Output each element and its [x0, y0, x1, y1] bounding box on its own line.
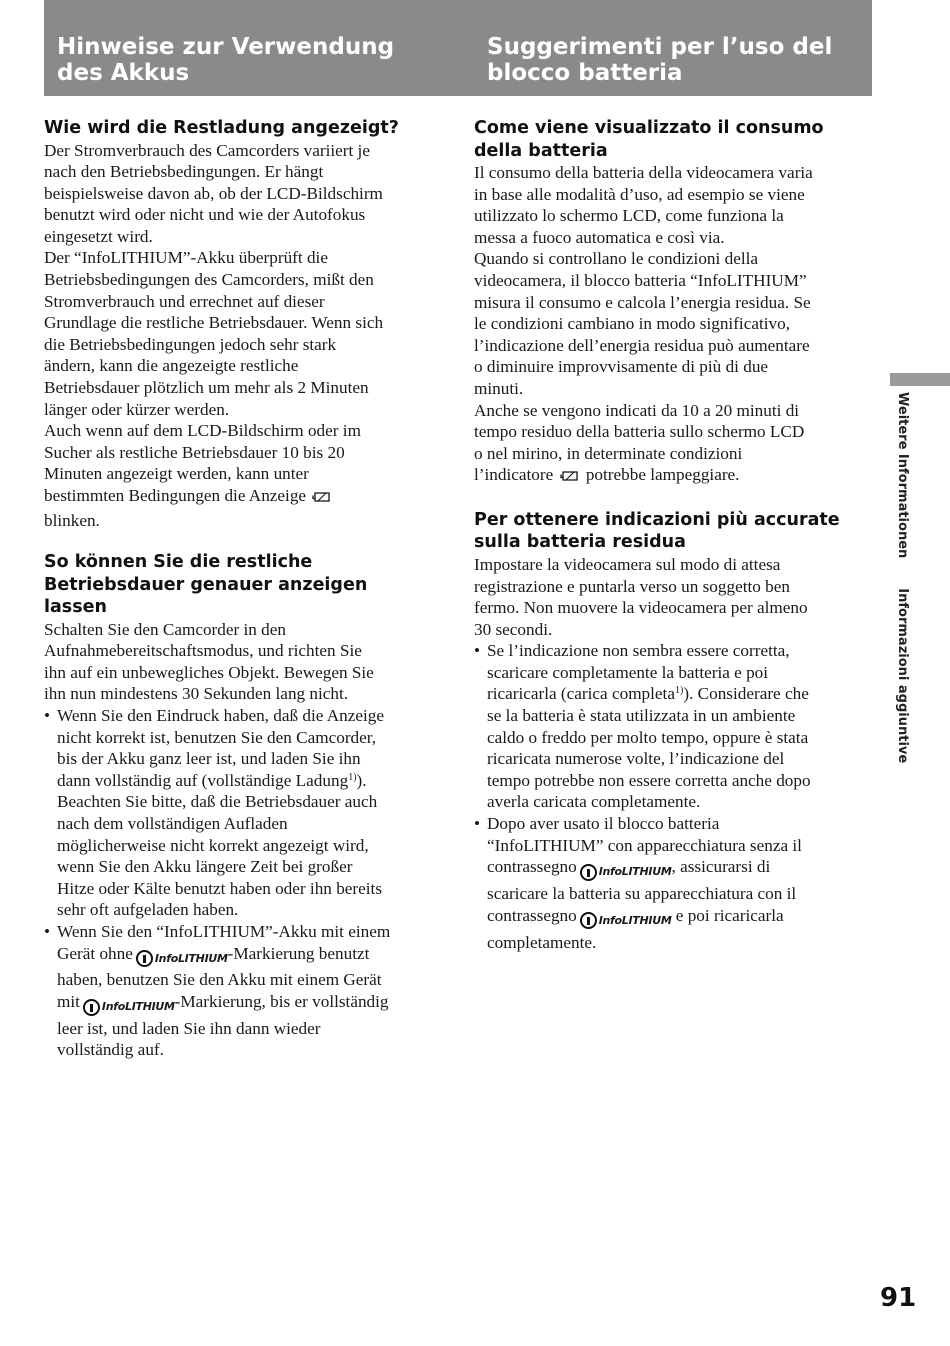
italian-paragraph-4: Impostare la videocamera sul modo di attesa registrazione e puntarla verso un soggetto ben fermo. Non muovere la videocamera per almeno 30 secondi. — [474, 554, 808, 639]
german-paragraph-1: Der Stromverbrauch des Camcorders variiert je nach den Betriebsbedingungen. Er hängt beispielsweise davon ab, ob der LCD-Bildschirm benutzt wird oder nicht und wie der Autofokus eingesetzt wird. — [44, 140, 383, 246]
italian-paragraph-2: Quando si controllano le condizioni della videocamera, il blocco batteria “InfoLITHIUM” misura il consumo e calcola l’energia residua. Se le condizioni cambiano in modo significativo, l’indicazione dell’energia residua può aumentare o diminuire improvvisamente di più di due minuti. — [474, 249, 811, 398]
italian-bullet-2-text-middle: , assicurarsi di scaricare la batteria su apparecchiatura con il contrassegno — [487, 857, 797, 925]
italian-bullet-1-text: Se l’indicazione non sembra essere corretta, scaricare completamente la batteria e poi ricaricarla (carica completa — [487, 641, 790, 704]
infolithium-logo-icon — [580, 909, 672, 932]
german-bullet-list — [44, 705, 444, 1061]
italian-paragraph-3-text: Anche se vengono indicati da 10 a 20 minuti di tempo residuo della batteria sullo schermo LCD o nel mirino, in determinate condizioni l’indicatore — [474, 400, 805, 485]
header-banner — [44, 0, 872, 96]
german-paragraph-3-text: Auch wenn auf dem LCD-Bildschirm oder im Sucher als restliche Betriebsdauer 10 bis 20 Minuten angezeigt werden, kann unter bestimmten Bedingungen die Anzeige — [44, 421, 361, 505]
italian-heading-consumption: Come viene visualizzato il consumo della batteria — [474, 118, 824, 161]
italian-section-title: Suggerimenti per l’uso del blocco batteria — [487, 34, 833, 86]
side-section-label — [891, 392, 913, 782]
german-heading-accuracy: So können Sie die restliche Betriebsdauer genauer anzeigen lassen — [44, 552, 368, 618]
italian-heading-accuracy: Per ottenere indicazioni più accurate sulla batteria residua — [474, 509, 840, 553]
logo-label: InfoLITHIUM — [598, 865, 672, 879]
info-circle-icon — [580, 864, 597, 881]
infolithium-logo-icon — [580, 860, 672, 883]
info-circle-icon — [580, 912, 597, 929]
logo-label: InfoLITHIUM — [101, 1000, 175, 1014]
german-section-title: Hinweise zur Verwendung des Akkus — [57, 34, 395, 86]
battery-empty-icon — [312, 488, 332, 510]
italian-paragraph-3-end: potrebbe lampeggiare. — [581, 465, 740, 485]
italian-bullet-2 — [474, 813, 874, 953]
logo-label: InfoLITHIUM — [598, 913, 672, 927]
italian-bullet-1 — [474, 640, 874, 813]
battery-empty-icon — [560, 467, 580, 489]
italian-paragraph-1: Il consumo della batteria della videocamera varia in base alle modalità d’uso, ad esempio se viene utilizzato lo schermo LCD, come funziona la messa a fuoco automatica e così via. — [474, 163, 813, 247]
footnote-marker: 1) — [348, 771, 357, 783]
info-circle-icon — [136, 950, 153, 967]
page-number: 91 — [880, 1283, 917, 1313]
german-column — [44, 117, 444, 1061]
italian-column — [474, 117, 874, 953]
german-heading-remaining-charge: Wie wird die Restladung angezeigt? — [44, 118, 399, 138]
german-bullet-2 — [44, 921, 444, 1061]
side-label-italian: Informazioni aggiuntive — [895, 588, 910, 764]
footnote-marker: 1) — [674, 685, 684, 697]
german-bullet-1-text: Wenn Sie den Eindruck haben, daß die Anzeige nicht korrekt ist, benutzen Sie den Camcorder, bis der Akku ganz leer ist, und laden Sie ihn dann vollständig auf (vollständige Ladung — [57, 706, 384, 790]
italian-bullet-1-text-end: ). Considerare che se la batteria è stata utilizzata in un ambiente caldo o freddo per molto tempo, oppure è stata ricaricata numerose volte, l’indicazione del tempo potrebbe non essere corretta anche dopo averla caricata completamente. — [487, 684, 811, 812]
german-paragraph-2: Der “InfoLITHIUM”-Akku überprüft die Betriebsbedingungen des Camcorders, mißt den Stromverbrauch und errechnet auf dieser Grundlage die restliche Betriebsdauer. Wenn sich die Betriebsbedingungen jedoch sehr stark ändern, kann die angezeigte restliche Betriebsdauer plötzlich um mehr als 2 Minuten länger oder kürzer werden. — [44, 248, 384, 419]
side-label-german: Weitere Informationen — [895, 392, 910, 559]
german-bullet-2-text-end: -Markierung, bis er vollständig leer ist, und laden Sie ihn dann wieder vollständig auf. — [57, 992, 389, 1060]
infolithium-logo-icon — [83, 995, 175, 1018]
italian-paragraph-3 — [474, 400, 874, 489]
german-bullet-1 — [44, 705, 444, 921]
italian-bullet-list — [474, 640, 874, 953]
logo-label: InfoLITHIUM — [154, 951, 228, 965]
infolithium-logo-icon — [136, 947, 228, 970]
german-bullet-1-text-end: ). Beachten Sie bitte, daß die Betriebsdauer auch nach dem vollständigen Aufladen möglicherweise nicht korrekt angezeigt wird, wenn Sie den Akku längere Zeit bei großer Hitze oder Kälte benutzt haben oder ihn bereits sehr oft aufgeladen haben. — [57, 770, 383, 920]
german-bullet-2-text-middle: -Markierung benutzt haben, benutzen Sie den Akku mit einem Gerät mit — [57, 943, 382, 1012]
german-bullet-2-text: Wenn Sie den “InfoLITHIUM”-Akku mit einem Gerät ohne — [57, 922, 391, 963]
italian-bullet-2-text: Dopo aver usato il blocco batteria “InfoLITHIUM” con apparecchiatura senza il contrassegno — [487, 814, 802, 877]
info-circle-icon — [83, 999, 100, 1016]
german-paragraph-3 — [44, 420, 444, 531]
side-thumb-tab — [890, 373, 950, 386]
italian-bullet-2-text-end: e poi ricaricarla completamente. — [487, 905, 784, 952]
german-paragraph-3-end: blinken. — [44, 510, 100, 530]
german-paragraph-4: Schalten Sie den Camcorder in den Aufnahmebereitschaftsmodus, und richten Sie ihn auf ein unbewegliches Objekt. Bewegen Sie ihn nun mindestens 30 Sekunden lang nicht. — [44, 619, 374, 704]
